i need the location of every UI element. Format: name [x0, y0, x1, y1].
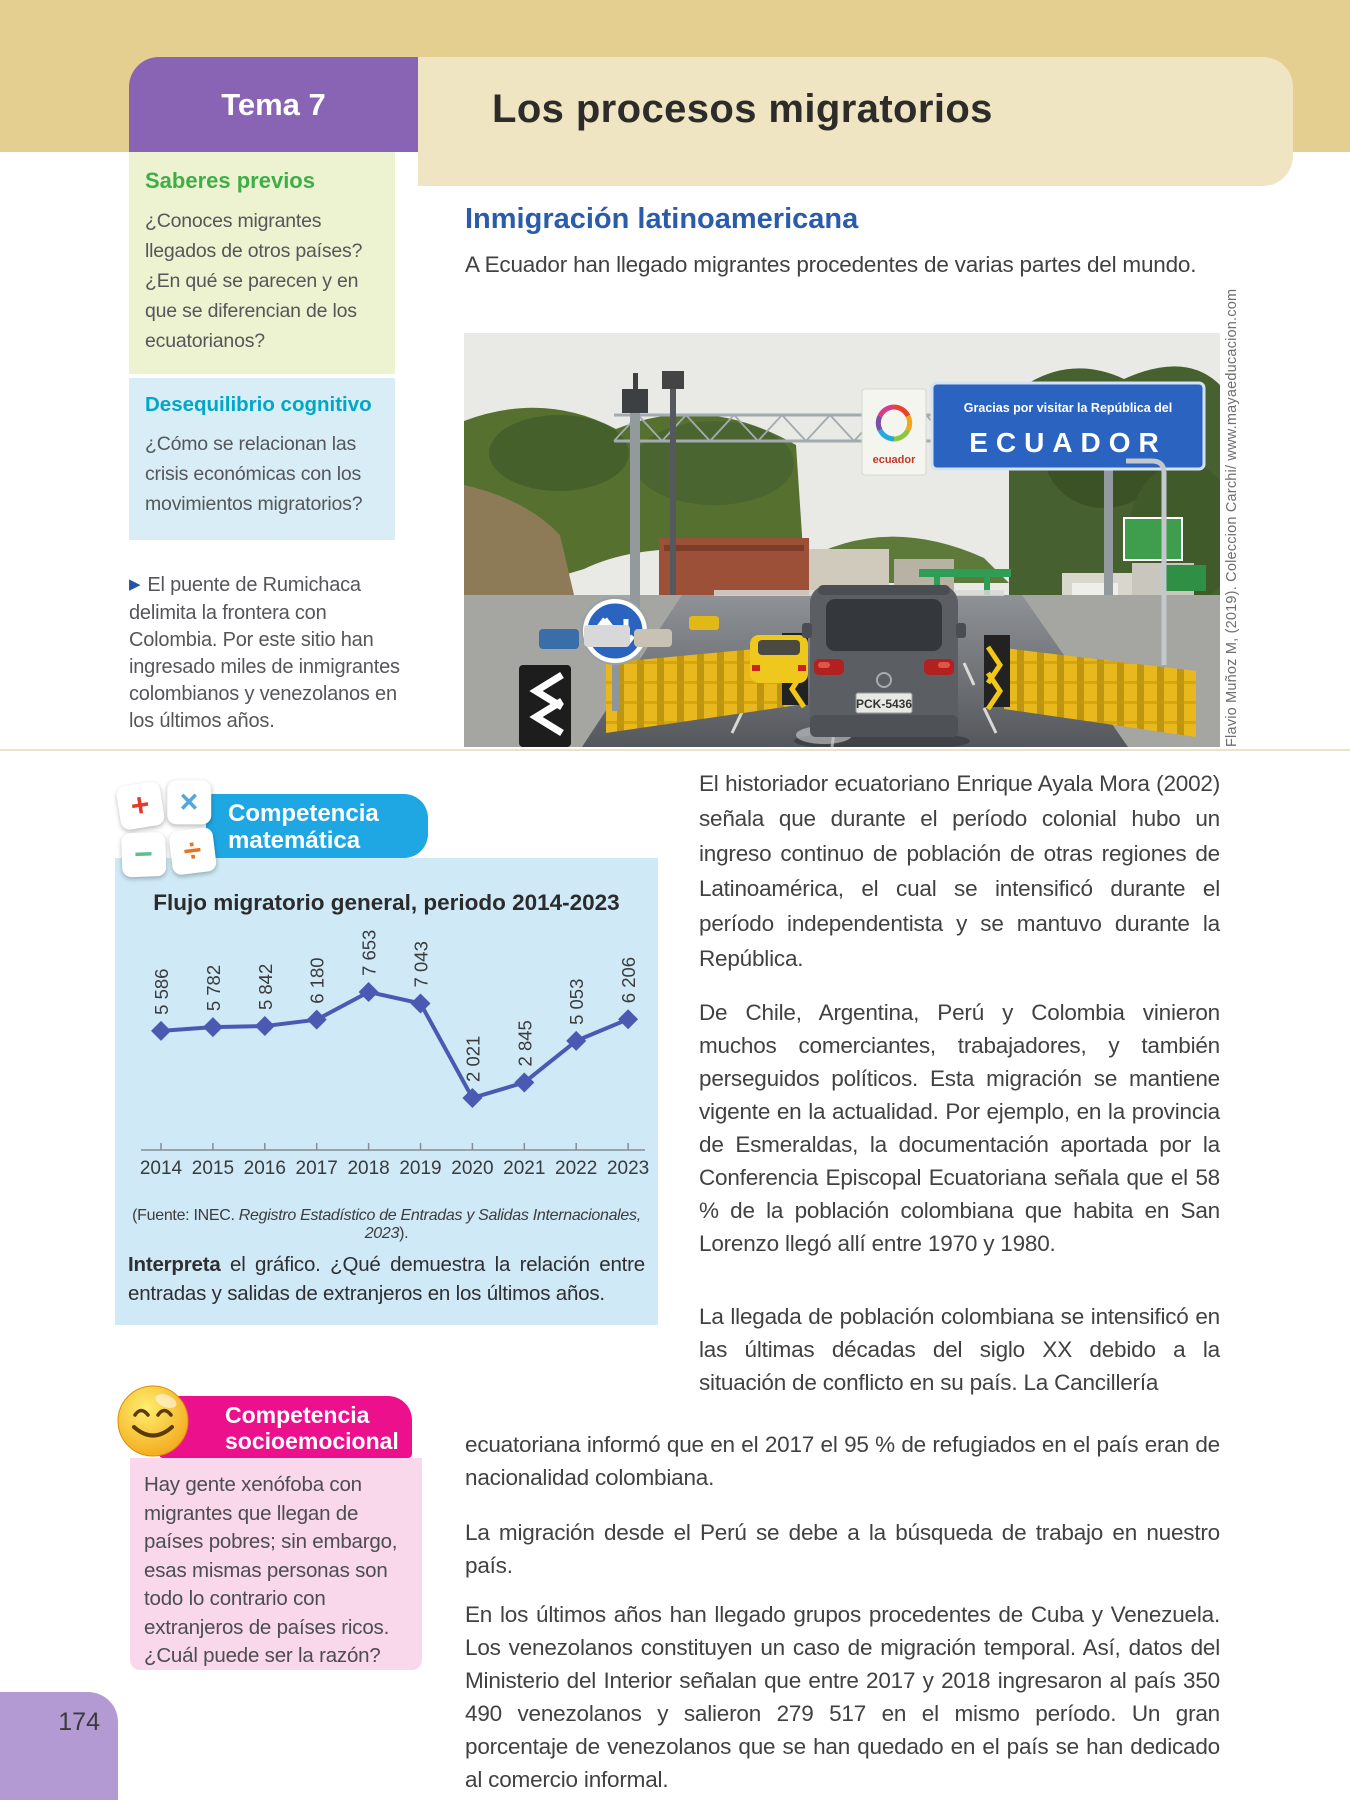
chart-question: Interpreta el gráfico. ¿Qué demuestra la relación entre entradas y salidas de extranjeros en los últimos años.: [128, 1253, 645, 1305]
suv: [794, 585, 970, 747]
svg-text:2 021: 2 021: [462, 1035, 484, 1082]
desequilibrio-text: ¿Cómo se relacionan las crisis económicas con los movimientos migratorios?: [145, 433, 363, 515]
plus-icon: +: [115, 781, 165, 831]
license-plate: PCK-5436: [855, 697, 913, 711]
body-paragraph-4: La migración desde el Perú se debe a la búsqueda de trabajo en nuestro país.: [465, 1520, 1220, 1578]
saberes-previos-box: [129, 152, 395, 374]
intro-paragraph: A Ecuador han llegado migrantes procedentes de varias partes del mundo.: [465, 252, 1197, 277]
photo-caption-text: El puente de Rumichaca delimita la frontera con Colombia. Por este sitio han ingresado miles de inmigrantes colombianos y venezolanos en los últimos años.: [129, 574, 400, 732]
svg-text:6 180: 6 180: [306, 957, 328, 1004]
sign-small-text: Gracias por visitar la República del: [963, 401, 1173, 415]
minus-icon: −: [121, 831, 166, 876]
svg-text:7 043: 7 043: [410, 941, 432, 988]
svg-text:2017: 2017: [295, 1158, 338, 1179]
ecuador-border-sign: [932, 383, 1204, 469]
badge-line: Competencia: [228, 800, 379, 827]
border-photo-illustration: [464, 333, 1220, 747]
saberes-previos-title: Saberes previos: [145, 168, 315, 193]
competencia-socioemocional-badge: [159, 1396, 412, 1458]
chart-source: (Fuente: INEC. Registro Estadístico de Entradas y Salidas Internacionales, 2023).: [132, 1207, 641, 1242]
svg-text:2021: 2021: [503, 1158, 546, 1179]
badge-line: socioemocional: [225, 1428, 399, 1454]
body-paragraph-3b: ecuatoriana informó que en el 2017 el 95 % de refugiados en el país eran de nacionalidad colombiana.: [465, 1432, 1220, 1490]
tema-label: Tema 7: [221, 86, 326, 122]
svg-text:5 842: 5 842: [254, 963, 276, 1011]
svg-text:2020: 2020: [451, 1158, 494, 1179]
page-title: Los procesos migratorios: [492, 87, 993, 131]
migration-chart-box: [115, 858, 658, 1325]
competencia-matematica-badge: [206, 794, 428, 858]
svg-text:2018: 2018: [347, 1158, 390, 1179]
svg-text:5 053: 5 053: [566, 978, 588, 1025]
svg-text:5 782: 5 782: [202, 964, 224, 1012]
svg-text:2016: 2016: [243, 1158, 286, 1179]
desequilibrio-box: [129, 378, 395, 540]
body-paragraph-1: El historiador ecuatoriano Enrique Ayala Mora (2002) señala que durante el período colonial hubo un ingreso continuo de población de otras regiones de Latinoamérica, el cual se intensificó durante el período independentista y se mantuvo durante la República.: [699, 771, 1220, 971]
page-title-box: [418, 57, 1293, 186]
svg-text:6 206: 6 206: [618, 956, 640, 1004]
photo-caption: [129, 572, 401, 735]
svg-text:2022: 2022: [555, 1158, 598, 1179]
ecuador-logo-panel: [862, 389, 926, 475]
body-paragraph-5: En los últimos años han llegado grupos procedentes de Cuba y Venezuela. Los venezolanos constituyen un caso de migración temporal. Así, datos del Ministerio del Interior señalan que entre 2017 y 2018 ingresaron al país 350 490 venezolanos y salieron 279 517 en el mismo período. Un gran porcentaje de venezolanos que se han quedado en el país se han dedicado al comercio informal.: [465, 1602, 1220, 1792]
line-chart: [115, 858, 658, 1193]
page-number-box: [0, 1692, 118, 1800]
badge-line: Competencia: [225, 1402, 370, 1428]
ecuador-logo-label: ecuador: [872, 454, 916, 466]
svg-text:2019: 2019: [399, 1158, 442, 1179]
svg-text:2023: 2023: [606, 1158, 650, 1179]
svg-text:7 653: 7 653: [358, 929, 380, 976]
smiley-icon: [116, 1384, 190, 1458]
saberes-previos-text: ¿Conoces migrantes llegados de otros países? ¿En qué se parecen y en que se diferencian de los ecuatorianos?: [145, 210, 363, 352]
svg-text:2 845: 2 845: [514, 1020, 536, 1067]
sign-big-text: ECUADOR: [969, 427, 1167, 458]
desequilibrio-title: Desequilibrio cognitivo: [145, 393, 372, 416]
svg-text:5 586: 5 586: [151, 968, 172, 1015]
photo-credit: Flavio Muñoz M, (2019). Coleccion Carchi/ www.mayaeducacion.com: [1224, 288, 1240, 747]
body-paragraph-2: De Chile, Argentina, Perú y Colombia vinieron muchos comerciantes, trabajadores, y también perseguidos políticos. Esta migración se mantiene vigente en la actualidad. Por ejemplo, en la provincia de Esmeraldas, la documentación aportada por la Conferencia Episcopal Ecuatoriana señala que el 58 % de la población colombiana que habita en San Lorenzo llegó allí entre 1970 y 1980.: [699, 1000, 1220, 1256]
svg-text:2014: 2014: [139, 1158, 183, 1179]
multiply-icon: ×: [167, 780, 211, 824]
tema-badge: [129, 57, 418, 152]
divide-icon: ÷: [168, 826, 216, 874]
chart-title: Flujo migratorio general, periodo 2014-2023: [153, 890, 620, 915]
page-number: 174: [58, 1708, 100, 1736]
math-operations-icon: [117, 779, 215, 877]
triangle-bullet-icon: ▶: [129, 576, 141, 593]
section-heading: Inmigración latinoamericana: [465, 203, 859, 235]
body-paragraph-3a: La llegada de población colombiana se intensificó en las últimas décadas del siglo XX debido a la situación de conflicto en su país. La Cancillería: [699, 1304, 1220, 1395]
socioemocional-text-box: Hay gente xenófoba con migrantes que llegan de países pobres; sin embargo, esas mismas personas son todo lo contrario con extranjeros de países ricos. ¿Cuál puede ser la razón?: [130, 1458, 422, 1670]
badge-line: matemática: [228, 827, 361, 854]
svg-text:2015: 2015: [191, 1158, 235, 1179]
taxi: [750, 635, 808, 683]
border-photo: [464, 333, 1220, 747]
section-divider: [0, 749, 1350, 751]
